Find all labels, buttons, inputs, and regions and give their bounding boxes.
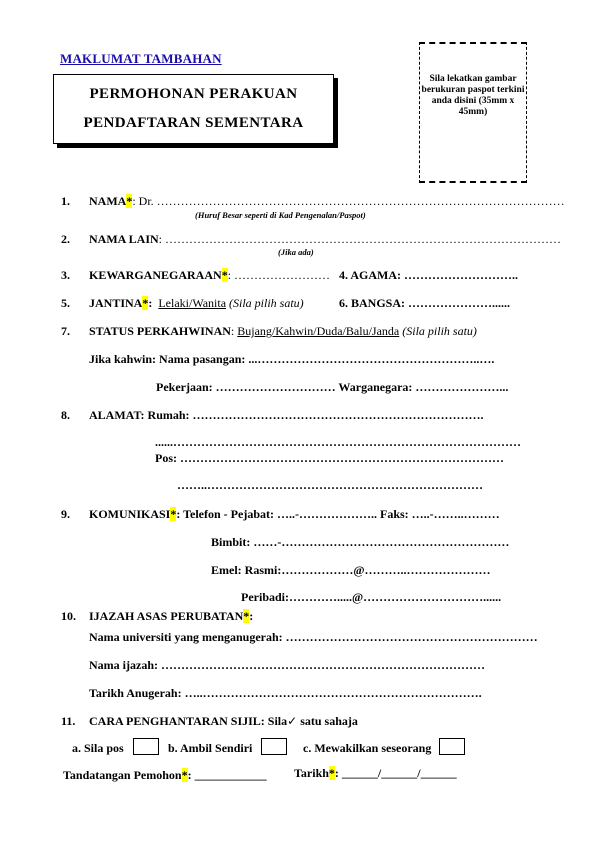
nama-label: NAMA: [89, 194, 127, 208]
photo-note: Sila lekatkan gambar berukuran paspot terkini anda disini (35mm x 45mm): [421, 74, 525, 117]
cara-label-row: CARA PENGHANTARAN SIJIL: Sila✓ satu sahaja: [89, 714, 358, 728]
alamat-rumah-line2[interactable]: ......……………………………………………………………………………: [155, 435, 521, 449]
option-ambil-sendiri-label: b. Ambil Sendiri: [168, 741, 253, 755]
required-asterisk: *: [243, 609, 250, 623]
alamat-rumah-field[interactable]: ALAMAT: Rumah: ……………………………………………………………….: [89, 408, 484, 422]
item-number: 10.: [61, 609, 76, 623]
kewarganegaraan-field[interactable]: : ……………………: [227, 268, 331, 282]
required-asterisk: *: [181, 768, 188, 782]
required-asterisk: *: [221, 268, 228, 282]
kewarganegaraan-label: KEWARGANEGARAAN: [89, 268, 222, 282]
tarikh-label: Tarikh: [294, 766, 329, 780]
kewarganegaraan-row[interactable]: [89, 268, 330, 283]
bimbit-field[interactable]: Bimbit: ……-…………………………………………………: [211, 535, 510, 549]
telefon-faks-field[interactable]: : Telefon - Pejabat: …..-……………….. Faks: …..-……..………: [176, 507, 500, 521]
option-ambil-sendiri-checkbox[interactable]: [261, 738, 287, 755]
nama-lain-row[interactable]: [89, 232, 561, 247]
tarikh-field[interactable]: : ______/______/______: [334, 766, 457, 780]
form-title-box: [53, 74, 334, 144]
ijazah-label: IJAZAH ASAS PERUBATAN: [89, 609, 244, 623]
item-number: 2.: [61, 232, 70, 246]
jantina-label: JANTINA: [89, 296, 143, 310]
bangsa-field[interactable]: 6. BANGSA: …………………......: [339, 296, 511, 310]
nama-lain-field[interactable]: : ………………………………………………………………………………………: [158, 232, 562, 246]
universiti-field[interactable]: Nama universiti yang menganugerah: ………………………………………………………: [89, 630, 538, 644]
tandatangan-row[interactable]: [63, 768, 267, 783]
pekerjaan-field[interactable]: Pekerjaan: ………………………… Warganegara: …………………...: [156, 380, 509, 394]
jantina-options[interactable]: Lelaki/Wanita: [158, 296, 227, 310]
tandatangan-label: Tandatangan Pemohon: [63, 768, 182, 782]
nama-note: (Huruf Besar seperti di Kad Pengenalan/Paspot): [195, 210, 366, 220]
komunikasi-row[interactable]: [89, 507, 500, 522]
alamat-pos-line2[interactable]: ……..……………………………………………………………: [177, 478, 483, 492]
emel-peribadi-field[interactable]: Peribadi:………….....@…………………………......: [241, 590, 502, 604]
option-wakil-label: c. Mewakilkan seseorang: [303, 741, 432, 755]
ijazah-heading: IJAZAH ASAS PERUBATAN*:: [89, 609, 254, 623]
tandatangan-field[interactable]: : ____________: [187, 768, 267, 782]
form-title-line1: PERMOHONAN PERAKUAN: [89, 86, 298, 102]
tarikh-anugerah-field[interactable]: Tarikh Anugerah: …..…………………………………………………………….: [89, 686, 482, 700]
required-asterisk: *: [170, 507, 177, 521]
alamat-pos-field[interactable]: Pos: ………………………………………………………………………: [155, 451, 504, 465]
komunikasi-label: KOMUNIKASI: [89, 507, 171, 521]
status-row[interactable]: STATUS PERKAHWINAN: Bujang/Kahwin/Duda/Balu/Janda (Sila pilih satu): [89, 324, 477, 338]
page-title: MAKLUMAT TAMBAHAN: [60, 51, 222, 66]
emel-rasmi-field[interactable]: Emel: Rasmi:………………@………..…………………: [211, 563, 491, 577]
item-number: 8.: [61, 408, 70, 422]
required-asterisk: *: [126, 194, 133, 208]
jantina-row[interactable]: [89, 296, 304, 311]
option-sila-pos-label: a. Sila pos: [72, 741, 124, 755]
item-number: 3.: [61, 268, 70, 282]
item-number: 9.: [61, 507, 70, 521]
option-wakil-checkbox[interactable]: [439, 738, 465, 755]
form-title-line2: PENDAFTARAN SEMENTARA: [83, 115, 304, 131]
photo-placeholder[interactable]: [419, 42, 527, 183]
check-icon: ✓: [287, 714, 298, 728]
status-hint: (Sila pilih satu): [402, 324, 477, 338]
nama-lain-note: (Jika ada): [278, 247, 314, 257]
item-number: 11.: [61, 714, 76, 728]
jantina-colon: :: [148, 296, 153, 310]
nama-field[interactable]: : Dr. …………………………………………………………………………………………: [132, 194, 565, 208]
status-options[interactable]: Bujang/Kahwin/Duda/Balu/Janda: [237, 324, 400, 338]
required-asterisk: *: [142, 296, 149, 310]
agama-field[interactable]: 4. AGAMA: ………………………..: [339, 268, 518, 282]
tarikh-row[interactable]: [294, 766, 457, 781]
item-number: 5.: [61, 296, 70, 310]
nama-row[interactable]: [89, 194, 565, 209]
required-asterisk: *: [328, 766, 335, 780]
nama-pasangan-field[interactable]: Jika kahwin: Nama pasangan: ...………………………………………………..….: [89, 352, 495, 366]
nama-ijazah-field[interactable]: Nama ijazah: ………………………………………………………………………: [89, 658, 485, 672]
nama-lain-label: NAMA LAIN: [89, 232, 159, 246]
item-number: 7.: [61, 324, 70, 338]
option-sila-pos-checkbox[interactable]: [133, 738, 159, 755]
status-label: STATUS PERKAHWINAN: [89, 324, 231, 338]
jantina-hint: (Sila pilih satu): [229, 296, 304, 310]
item-number: 1.: [61, 194, 70, 208]
